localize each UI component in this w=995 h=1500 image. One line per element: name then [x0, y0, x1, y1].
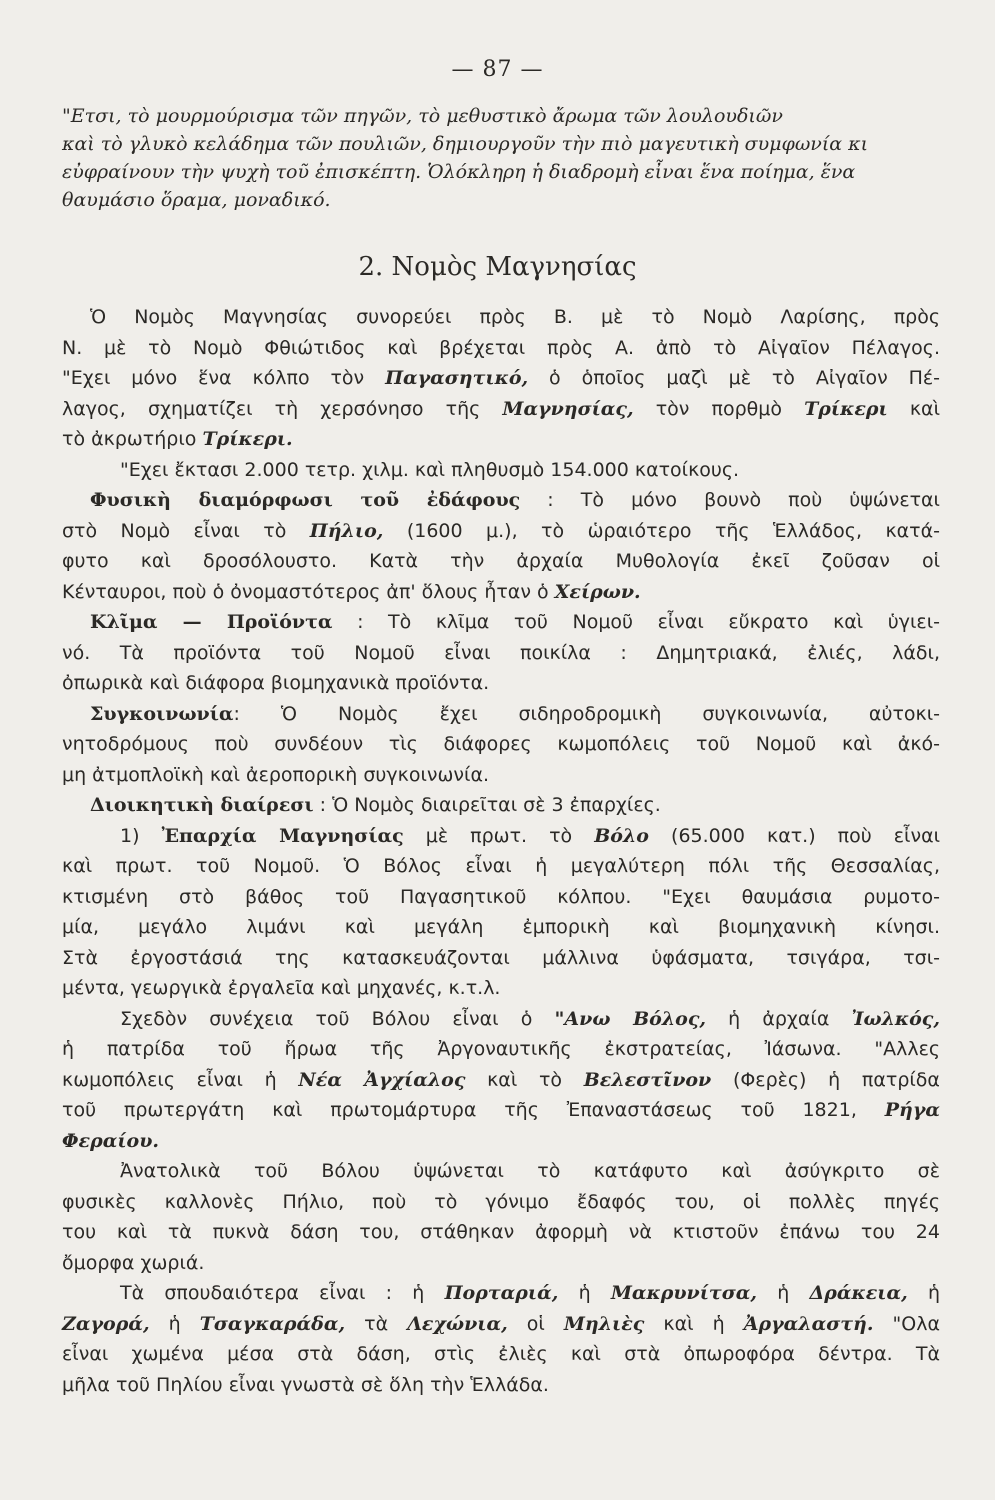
text-line: εἶναι χωμένα μέσα στὰ δάση, στὶς ἐλιὲς καὶ στὰ ὀπωροφόρα δέντρα. Τὰ	[62, 1343, 940, 1365]
text-line: Ὁ Νομὸς Μαγνησίας συνορεύει πρὸς Β. μὲ τὸ Νομὸ Λαρίσης, πρὸς	[90, 306, 940, 328]
place-name: Δράκεια,	[809, 1282, 908, 1304]
subheading: Συγκοινωνία	[90, 702, 234, 725]
text-span: ὁ ὁποῖος μαζὶ μὲ τὸ Αἰγαῖον Πέ-	[549, 367, 940, 389]
place-name: Πορταριά,	[444, 1282, 559, 1304]
intro-line: θαυμάσιο ὅραμα, μοναδικό.	[62, 189, 331, 211]
text-line	[62, 1126, 940, 1157]
text-span: (Φερὲς) ἡ πατρίδα	[732, 1068, 940, 1091]
text-span: τοῦ πρωτεργάτη καὶ πρωτομάρτυρα τῆς Ἐπαναστάσεως τοῦ 1821,	[62, 1099, 857, 1121]
text-span: : Ὁ Νομὸς ἔχει σιδηροδρομικὴ συγκοινωνία, αὐτοκι-	[233, 702, 940, 725]
place-name: Τρίκερι.	[202, 428, 293, 450]
place-name: Παγασητικό,	[385, 367, 529, 389]
text-span: ἡ	[168, 1312, 181, 1335]
text-line	[62, 1278, 940, 1309]
intro-paragraph	[62, 102, 934, 214]
text-line: ἡ πατρίδα τοῦ ἥρωα τῆς Ἀργοναυτικῆς ἐκστρατείας, Ἰάσωνα. "Αλλες	[62, 1038, 940, 1060]
text-line	[62, 1065, 940, 1096]
place-name: Νέα Ἀγχίαλος	[298, 1068, 466, 1091]
text-line	[62, 790, 940, 821]
place-name: Βελεστῖνον	[583, 1068, 712, 1091]
section-body	[62, 302, 940, 1400]
place-name: Λεχώνια,	[407, 1312, 508, 1335]
text-span: καὶ	[909, 397, 940, 420]
text-line: Στὰ ἐργοστάσιά της κατασκευάζονται μάλλινα ὑφάσματα, τσιγάρα, τσι-	[62, 946, 940, 969]
text-line: φυσικὲς καλλονὲς Πήλιο, ποὺ τὸ γόνιμο ἔδαφός του, οἱ πολλὲς πηγές	[62, 1190, 940, 1213]
text-span: ἡ	[777, 1282, 790, 1304]
text-span: Σχεδὸν συνέχεια τοῦ Βόλου εἶναι ὁ	[120, 1007, 533, 1030]
text-line: νητοδρόμους ποὺ συνδέουν τὶς διάφορες κωμοπόλεις τοῦ Νομοῦ καὶ ἀκό-	[62, 733, 940, 755]
page-number: — 87 —	[451, 57, 544, 82]
text-line: ὀπωρικὰ καὶ διάφορα βιομηχανικὰ προϊόντα.	[62, 672, 490, 694]
subheading: Ἐπαρχία Μαγνησίας	[161, 824, 404, 847]
place-name: Φεραίου.	[62, 1129, 160, 1152]
place-name: Ζαγορά,	[62, 1312, 150, 1335]
text-span: : Τὸ μόνο βουνὸ ποὺ ὑψώνεται	[547, 489, 940, 511]
place-name: Πήλιο,	[309, 519, 384, 542]
subheading: Φυσικὴ διαμόρφωσι τοῦ ἐδάφους	[90, 489, 521, 511]
text-line: φυτο καὶ δροσόλουστο. Κατὰ τὴν ἀρχαία Μυθολογία ἐκεῖ ζοῦσαν οἱ	[62, 550, 940, 572]
text-span: Τὰ σπουδαιότερα εἶναι : ἡ	[120, 1282, 425, 1304]
place-name: Τρίκερι	[804, 397, 888, 420]
text-line	[62, 607, 940, 638]
subheading: Κλῖμα — Προϊόντα	[90, 611, 333, 633]
text-span: : Ὁ Νομὸς διαιρεῖται σὲ 3 ἐπαρχίες.	[319, 794, 661, 816]
text-span: "Ολα	[892, 1312, 940, 1335]
text-span: λαγος, σχηματίζει τὴ χερσόνησο τῆς	[62, 397, 481, 420]
text-span: στὸ Νομὸ εἶναι τὸ	[62, 519, 287, 542]
text-span: (65.000 κατ.) ποὺ εἶναι	[671, 824, 941, 847]
place-name: Χείρων.	[554, 580, 641, 603]
place-name: Μαγνησίας,	[502, 397, 634, 420]
place-name: "Ανω Βόλος,	[554, 1007, 707, 1030]
text-span: κωμοπόλεις εἶναι ἡ	[62, 1068, 277, 1091]
text-line	[62, 1095, 940, 1126]
text-span: "Εχει μόνο ἕνα κόλπο τὸν	[62, 367, 365, 389]
text-line	[62, 424, 940, 455]
place-name: Ἀργαλαστή.	[743, 1312, 874, 1335]
text-span: (1600 μ.), τὸ ὡραιότερο τῆς Ἑλλάδος, κατά-	[406, 519, 940, 542]
text-line: νό. Τὰ προϊόντα τοῦ Νομοῦ εἶναι ποικίλα : Δημητριακά, ἐλιές, λάδι,	[62, 641, 940, 664]
text-line	[62, 1309, 940, 1340]
text-line: του καὶ τὰ πυκνὰ δάση του, στάθηκαν ἀφορμὴ νὰ κτιστοῦν ἐπάνω του 24	[62, 1221, 940, 1243]
text-span: Κένταυροι, ποὺ ὁ ὀνομαστότερος ἀπ' ὅλους ἦταν ὁ	[62, 580, 549, 603]
text-line	[62, 1004, 940, 1035]
intro-line: εὐφραίνουν τὴν ψυχὴ τοῦ ἐπισκέπτη. Ὁλόκληρη ἡ διαδρομὴ εἶναι ἕνα ποίημα, ἕνα	[62, 161, 856, 183]
text-line: ὄμορφα χωριά.	[62, 1251, 205, 1274]
text-line: καὶ πρωτ. τοῦ Νομοῦ. Ὁ Βόλος εἶναι ἡ μεγαλύτερη πόλι τῆς Θεσσαλίας,	[62, 855, 940, 877]
text-span: τὸν πορθμὸ	[655, 397, 782, 420]
text-line: μέντα, γεωργικὰ ἐργαλεῖα καὶ μηχανές, κ.τ.λ.	[62, 977, 501, 999]
place-name: Μηλιὲς	[563, 1312, 645, 1335]
text-line: "Εχει ἔκτασι 2.000 τετρ. χιλμ. καὶ πληθυσμὸ 154.000 κατοίκους.	[120, 458, 740, 481]
text-span: μὲ πρωτ. τὸ	[425, 824, 573, 847]
text-line	[62, 821, 940, 852]
text-span: ἡ ἀρχαία	[728, 1007, 830, 1030]
place-name: Βόλο	[594, 824, 649, 847]
text-span: ἡ	[927, 1282, 940, 1304]
place-name: Τσαγκαράδα,	[199, 1312, 346, 1335]
text-line: Ν. μὲ τὸ Νομὸ Φθιώτιδος καὶ βρέχεται πρὸς Α. ἀπὸ τὸ Αἰγαῖον Πέλαγος.	[62, 336, 940, 359]
intro-line: καὶ τὸ γλυκὸ κελάδημα τῶν πουλιῶν, δημιουργοῦν τὴν πιὸ μαγευτικὴ συμφωνία κι	[62, 133, 869, 155]
text-line: μῆλα τοῦ Πηλίου εἶναι γνωστὰ σὲ ὅλη τὴν Ἑλλάδα.	[62, 1373, 549, 1396]
text-span: : Τὸ κλῖμα τοῦ Νομοῦ εἶναι εὔκρατο καὶ ὑγιει-	[357, 611, 940, 633]
text-line	[62, 516, 940, 547]
intro-line: "Ετσι, τὸ μουρμούρισμα τῶν πηγῶν, τὸ μεθυστικὸ ἄρωμα τῶν λουλουδιῶν	[62, 105, 783, 127]
place-name: Μακρυνίτσα,	[610, 1282, 757, 1304]
text-line: Ἀνατολικὰ τοῦ Βόλου ὑψώνεται τὸ κατάφυτο καὶ ἀσύγκριτο σὲ	[120, 1160, 940, 1182]
text-span: 1)	[120, 824, 140, 847]
text-span: ἡ	[578, 1282, 591, 1304]
text-line	[62, 699, 940, 730]
text-span: τὸ ἀκρωτήριο	[62, 428, 197, 450]
text-line: μη ἀτμοπλοϊκὴ καὶ ἀεροπορικὴ συγκοινωνία.	[62, 763, 490, 786]
text-span: τὰ	[364, 1312, 389, 1335]
text-span: καὶ τὸ	[487, 1068, 563, 1091]
section-title: 2. Νομὸς Μαγνησίας	[358, 252, 637, 282]
text-span: καὶ ἡ	[663, 1312, 725, 1335]
text-line	[62, 577, 940, 608]
text-line	[62, 394, 940, 425]
text-line: κτισμένη στὸ βάθος τοῦ Παγασητικοῦ κόλπου. "Εχει θαυμάσια ρυμοτο-	[62, 885, 940, 908]
place-name: Ρήγα	[884, 1099, 940, 1121]
text-line: μία, μεγάλο λιμάνι καὶ μεγάλη ἐμπορικὴ καὶ βιομηχανικὴ κίνησι.	[62, 916, 940, 938]
subheading: Διοικητικὴ διαίρεσι	[90, 794, 314, 816]
text-span: οἱ	[526, 1312, 545, 1335]
text-line	[62, 363, 940, 394]
place-name: Ἰωλκός,	[851, 1007, 940, 1030]
text-line	[62, 485, 940, 516]
